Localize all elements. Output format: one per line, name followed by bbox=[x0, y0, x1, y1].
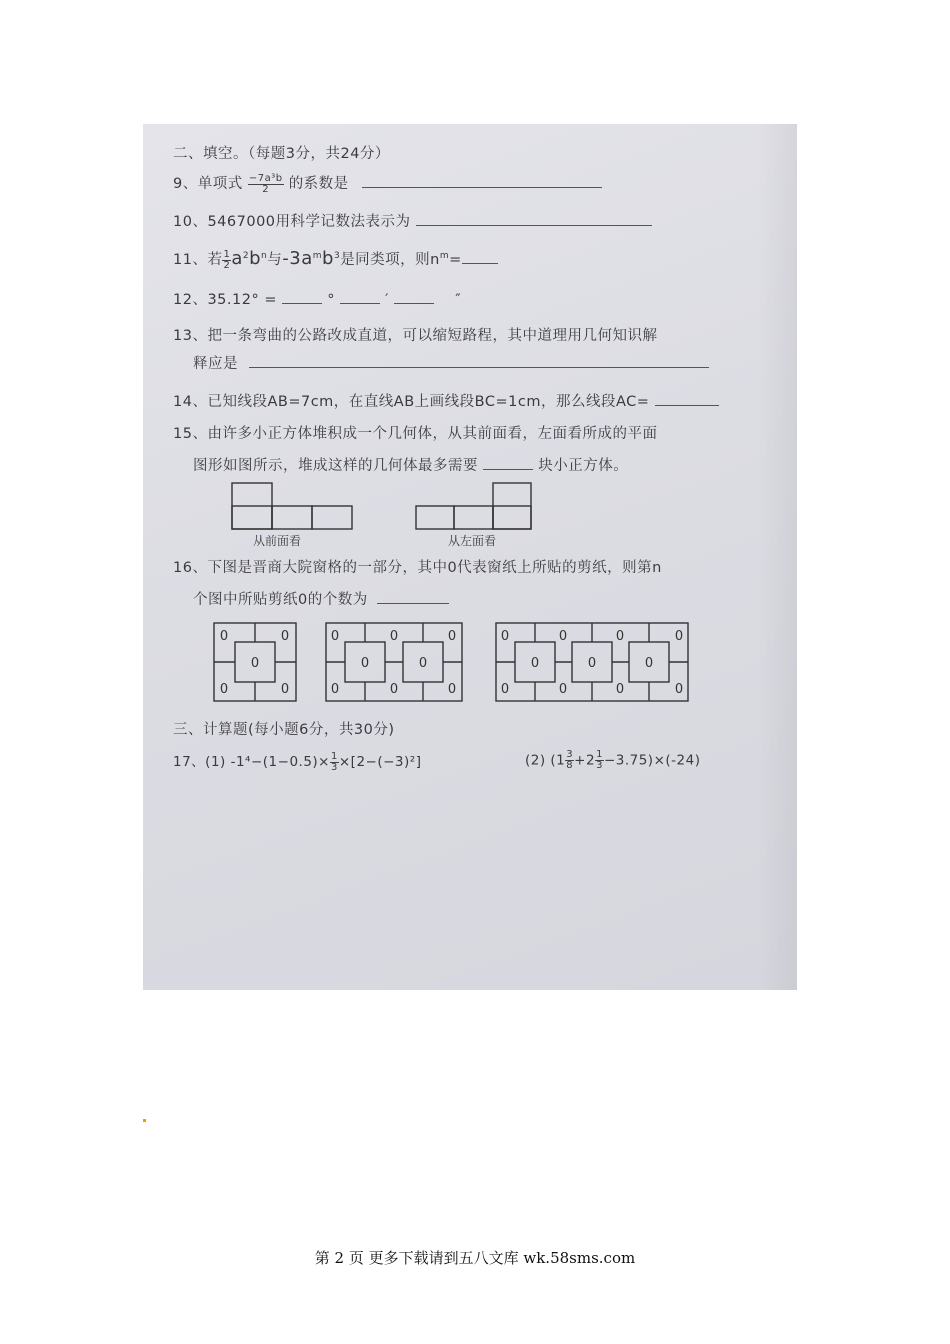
q11-b: b bbox=[249, 248, 262, 269]
q14-answer-blank bbox=[655, 405, 719, 406]
question-13-line2 bbox=[193, 352, 709, 373]
q17-1-frac-num: 1 bbox=[331, 750, 338, 762]
q16-answer-blank bbox=[377, 603, 449, 604]
q12-blank-deg bbox=[282, 303, 322, 304]
q11-prefix: 11、若 bbox=[173, 252, 223, 268]
q13-answer-blank bbox=[249, 367, 709, 368]
q12-prefix: 12、35.12° = bbox=[173, 292, 277, 308]
question-11 bbox=[173, 248, 498, 271]
question-17-1 bbox=[173, 750, 421, 773]
q11-b2-exp: 3 bbox=[333, 251, 341, 262]
zero-mark: 0 bbox=[447, 629, 457, 644]
q10-answer-blank bbox=[416, 225, 652, 226]
window-pattern-2 bbox=[325, 622, 463, 702]
q9-frac-den: 2 bbox=[262, 183, 270, 195]
q17-2-suffix: −3.75)×(-24) bbox=[603, 752, 701, 769]
front-view-figure bbox=[231, 482, 353, 530]
q11-suffix: 是同类项，则n bbox=[340, 252, 440, 268]
zero-mark: 0 bbox=[219, 629, 229, 644]
zero-mark: 0 bbox=[674, 682, 684, 697]
q12-deg-mark: ° bbox=[327, 292, 335, 308]
window-pattern-3 bbox=[495, 622, 689, 702]
page-footer: 第 2 页 更多下载请到五八文库 wk.58sms.com bbox=[314, 1249, 636, 1267]
q12-sec-mark: ″ bbox=[455, 292, 462, 308]
question-14 bbox=[173, 390, 719, 411]
question-13-line1: 13、把一条弯曲的公路改成直道，可以缩短路程，其中道理用几何知识解 bbox=[173, 328, 658, 344]
q11-and: 与 bbox=[267, 252, 283, 268]
q11-term: -3a bbox=[282, 248, 313, 269]
marker-dot bbox=[143, 1119, 146, 1122]
zero-mark: 0 bbox=[558, 682, 568, 697]
window-pattern-1 bbox=[213, 622, 297, 702]
q11-a: a bbox=[231, 248, 243, 269]
question-15-line2 bbox=[193, 454, 628, 475]
q13-prefix: 释应是 bbox=[193, 356, 238, 372]
scanned-exam-photo bbox=[143, 124, 797, 990]
q11-frac-num: 1 bbox=[223, 248, 231, 260]
q15-suffix: 块小正方体。 bbox=[538, 458, 629, 474]
q17-2-f1-den: 8 bbox=[566, 760, 574, 771]
q11-fraction bbox=[222, 250, 231, 271]
zero-mark: 0 bbox=[615, 629, 625, 644]
left-view-figure bbox=[415, 482, 533, 530]
q11-a-exp: 2 bbox=[242, 251, 250, 262]
q11-answer-blank bbox=[462, 263, 498, 264]
q16-prefix: 个图中所贴剪纸0的个数为 bbox=[193, 592, 368, 608]
zero-mark: 0 bbox=[447, 682, 457, 697]
q14-text: 14、已知线段AB=7cm，在直线AB上画线段BC=1cm，那么线段AC= bbox=[173, 394, 650, 410]
q17-1-prefix: 17、(1) -1⁴−(1−0.5)× bbox=[173, 754, 330, 770]
zero-mark: 0 bbox=[330, 682, 340, 697]
q17-2-f2-num: 1 bbox=[596, 749, 603, 760]
q9-suffix: 的系数是 bbox=[288, 176, 349, 192]
q11-term-exp: m bbox=[312, 251, 323, 262]
question-15-line1: 15、由许多小正方体堆积成一个几何体，从其前面看，左面看所成的平面 bbox=[173, 426, 658, 442]
question-16-line1: 16、下图是晋商大院窗格的一部分，其中0代表窗纸上所贴的剪纸，则第n bbox=[173, 560, 662, 576]
zero-mark: 0 bbox=[418, 656, 428, 671]
q9-answer-blank bbox=[362, 187, 602, 188]
q17-2-f1-num: 3 bbox=[566, 749, 574, 760]
zero-mark: 0 bbox=[644, 656, 654, 671]
q15-prefix: 图形如图所示，堆成这样的几何体最多需要 bbox=[193, 458, 478, 474]
q9-frac-num: −7a³b bbox=[248, 172, 283, 184]
q17-1-frac-den: 3 bbox=[331, 761, 338, 773]
zero-mark: 0 bbox=[674, 629, 684, 644]
q9-prefix: 9、单项式 bbox=[173, 176, 243, 192]
question-16-line2 bbox=[193, 588, 449, 609]
q17-1-suffix: ×[2−(−3)²] bbox=[338, 754, 422, 770]
question-17-2 bbox=[525, 750, 700, 771]
zero-mark: 0 bbox=[500, 629, 510, 644]
question-9 bbox=[173, 172, 602, 195]
zero-mark: 0 bbox=[615, 682, 625, 697]
q10-text: 10、5467000用科学记数法表示为 bbox=[173, 214, 411, 230]
zero-mark: 0 bbox=[280, 629, 290, 644]
section-2-title: 二、填空。（每题3分，共24分） bbox=[173, 146, 390, 162]
q11-equals: = bbox=[449, 252, 462, 268]
zero-mark: 0 bbox=[500, 682, 510, 697]
q11-n-exp: m bbox=[439, 251, 450, 262]
q11-frac-den: 2 bbox=[223, 259, 231, 271]
zero-mark: 0 bbox=[558, 629, 568, 644]
zero-mark: 0 bbox=[280, 682, 290, 697]
q12-blank-min bbox=[340, 303, 380, 304]
q17-2-mid: +2 bbox=[574, 752, 596, 769]
q17-2-fraction-2 bbox=[595, 750, 604, 771]
zero-mark: 0 bbox=[330, 629, 340, 644]
q17-1-fraction bbox=[330, 752, 339, 773]
zero-mark: 0 bbox=[587, 656, 597, 671]
photo-shadow bbox=[757, 124, 797, 990]
q11-b-exp: n bbox=[261, 251, 268, 262]
zero-mark: 0 bbox=[389, 629, 399, 644]
q15-answer-blank bbox=[483, 469, 533, 470]
question-10 bbox=[173, 210, 652, 231]
zero-mark: 0 bbox=[389, 682, 399, 697]
q17-2-f2-den: 3 bbox=[596, 760, 603, 771]
zero-mark: 0 bbox=[530, 656, 540, 671]
question-12 bbox=[173, 288, 461, 309]
q9-fraction bbox=[248, 174, 284, 195]
q17-2-fraction-1 bbox=[565, 750, 574, 771]
zero-mark: 0 bbox=[250, 656, 260, 671]
zero-mark: 0 bbox=[219, 682, 229, 697]
zero-mark: 0 bbox=[360, 656, 370, 671]
q11-b2: b bbox=[322, 248, 334, 269]
left-view-caption: 从左面看 bbox=[448, 534, 497, 548]
section-3-title: 三、计算题(每小题6分，共30分) bbox=[173, 722, 395, 738]
q12-blank-sec bbox=[394, 303, 434, 304]
front-view-caption: 从前面看 bbox=[253, 534, 302, 548]
q12-min-mark: ′ bbox=[385, 292, 389, 308]
q17-2-prefix: (2) (1 bbox=[525, 752, 566, 769]
